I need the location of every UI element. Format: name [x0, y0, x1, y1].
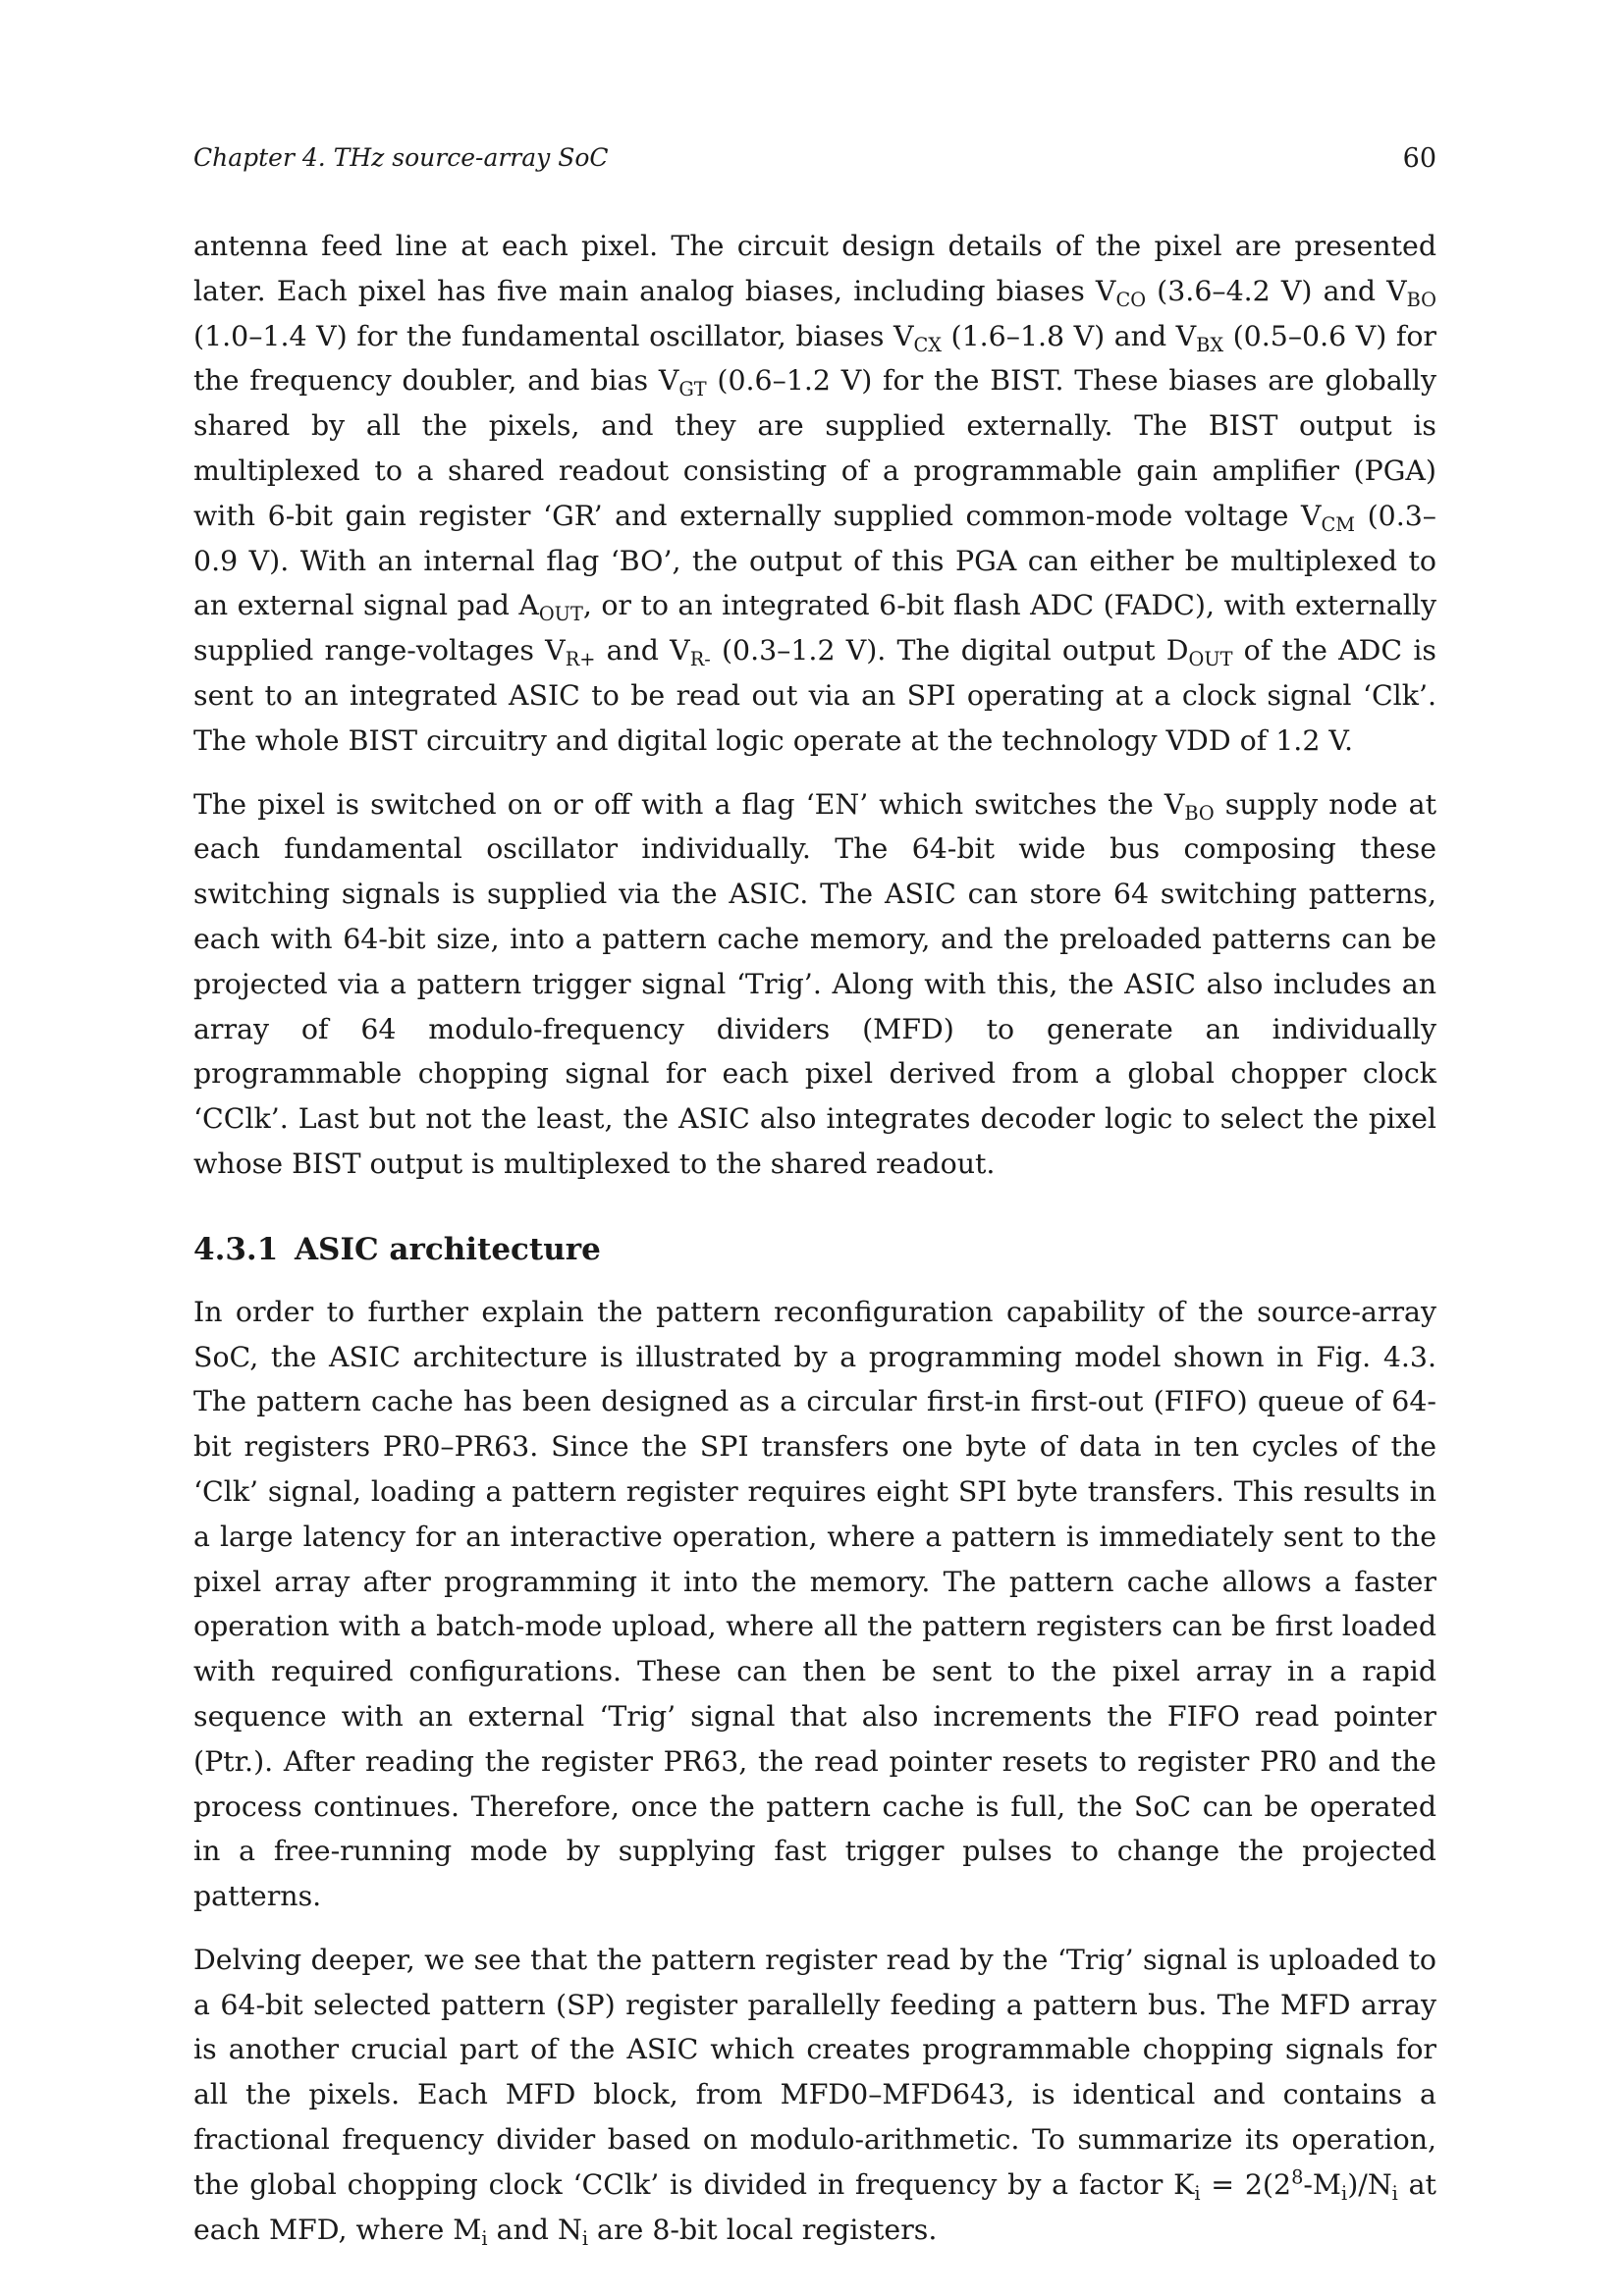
- text-run: The pixel is switched on or off with a flag ‘EN’ which switches the V: [193, 787, 1185, 821]
- text-run: are 8-bit local registers.: [588, 2213, 938, 2246]
- subscript: R-: [689, 647, 711, 670]
- subscript: i: [1194, 2181, 1201, 2205]
- superscript: 8: [1291, 2165, 1304, 2189]
- section-number: 4.3.1: [193, 1231, 279, 1267]
- text-run: , or to an integrated 6-bit flash ADC (FADC), with externally supplied range-voltages V: [193, 589, 1437, 667]
- subscript: R+: [565, 647, 596, 670]
- text-run: (1.0–1.4 V) for the fundamental oscillator, biases V: [193, 319, 914, 352]
- text-run: at each MFD, where M: [193, 2167, 1436, 2246]
- paragraph-mfd-array: [193, 1938, 1436, 2253]
- section-heading: [193, 1229, 1436, 1270]
- subscript: CM: [1321, 512, 1356, 536]
- subscript: i: [1391, 2181, 1398, 2205]
- text-run: Delving deeper, we see that the pattern register read by the ‘Trig’ signal is uploaded to a 64-bit selected pattern (SP) register parallelly feeding a pattern bus. The MFD array is another crucial part of the ASIC which creates programmable chopping signals for all the pixels. Each MFD block, from MFD0–MFD643, is identical and contains a fractional frequency divider based on modulo-arithmetic. To summarize its operation, the global chopping clock ‘CClk’ is divided in frequency by a factor K: [193, 1943, 1436, 2201]
- page-header: [193, 143, 1436, 183]
- text-run: and V: [595, 634, 690, 667]
- text-run: (3.6–4.2 V) and V: [1146, 274, 1407, 307]
- text-run: (0.3–1.2 V). The digital output D: [710, 634, 1189, 667]
- text-run: supply node at each fundamental oscillator individually. The 64-bit wide bus composing these switching signals is supplied via the ASIC. The ASIC can store 64 switching patterns, each with 64-bit size, into a pattern cache memory, and the preloaded patterns can be projected via a pattern trigger signal ‘Trig’. Along with this, the ASIC also includes an array of 64 modulo-frequency dividers (MFD) to generate an individually programmable chopping signal for each pixel derived from a global chopper clock ‘CClk’. Last but not the least, the ASIC also integrates decoder logic to select the pixel whose BIST output is multiplexed to the shared readout.: [193, 787, 1437, 1180]
- text-run: )/N: [1347, 2167, 1392, 2201]
- text-run: of the ADC is sent to an integrated ASIC to be read out via an SPI operating at a clock signal ‘Clk’. The whole BIST circuitry and digital logic operate at the technology VDD of 1.2 V.: [193, 634, 1437, 757]
- section-title: ASIC architecture: [295, 1231, 601, 1267]
- text-run: antenna feed line at each pixel. The circuit design details of the pixel are presented later. Each pixel has five main analog biases, including biases V: [193, 230, 1436, 307]
- text-run: (0.3–0.9 V). With an internal flag ‘BO’, the output of this PGA can either be multiplexed to an external signal pad A: [193, 499, 1436, 622]
- subscript: OUT: [1188, 647, 1233, 670]
- paragraph-bist-biases: [193, 224, 1436, 764]
- text-run: -M: [1303, 2167, 1342, 2201]
- page-body: [193, 224, 1436, 2270]
- subscript: CX: [913, 333, 942, 356]
- subscript: BO: [1406, 288, 1436, 311]
- subscript: OUT: [538, 603, 583, 626]
- text-run: (0.6–1.2 V) for the BIST. These biases are globally shared by all the pixels, and they are supplied externally. The BIST output is multiplexed to a shared readout consisting of a programmable gain amplifier (PGA) with 6-bit gain register ‘GR’ and externally supplied common-mode voltage V: [193, 364, 1436, 532]
- subscript: BO: [1184, 801, 1215, 825]
- text-run: and N: [487, 2213, 582, 2246]
- subscript: i: [581, 2226, 588, 2250]
- paragraph-asic-architecture: In order to further explain the pattern reconfiguration capability of the source-array SoC, the ASIC architecture is illustrated by a programming model shown in Fig. 4.3. The pattern cache has been designed as a circular first-in first-out (FIFO) queue of 64-bit registers PR0–PR63. Since the SPI transfers one byte of data in ten cycles of the ‘Clk’ signal, loading a pattern register requires eight SPI byte transfers. This results in a large latency for an interactive operation, where a pattern is immediately sent to the pixel array after programming it into the memory. The pattern cache allows a faster operation with a batch-mode upload, where all the pattern registers can be first loaded with required configurations. These can then be sent to the pixel array in a rapid sequence with an external ‘Trig’ signal that also increments the FIFO read pointer (Ptr.). After reading the register PR63, the read pointer resets to register PR0 and the process continues. Therefore, once the pattern cache is full, the SoC can be operated in a free-running mode by supplying fast trigger pulses to change the projected patterns.: [193, 1295, 1436, 1913]
- text-run: = 2(2: [1200, 2167, 1292, 2201]
- subscript: i: [1341, 2181, 1348, 2205]
- subscript: i: [481, 2226, 488, 2250]
- subscript: GT: [678, 378, 707, 401]
- paragraph-pixel-switching: [193, 782, 1436, 1187]
- page-number: 60: [1402, 143, 1436, 174]
- subscript: CO: [1115, 288, 1147, 311]
- chapter-title: Chapter 4. THz source-array SoC: [193, 143, 609, 172]
- text-run: (1.6–1.8 V) and V: [941, 319, 1197, 352]
- text-run: (0.5–0.6 V) for the frequency doubler, and bias V: [193, 319, 1436, 398]
- subscript: BX: [1196, 333, 1224, 356]
